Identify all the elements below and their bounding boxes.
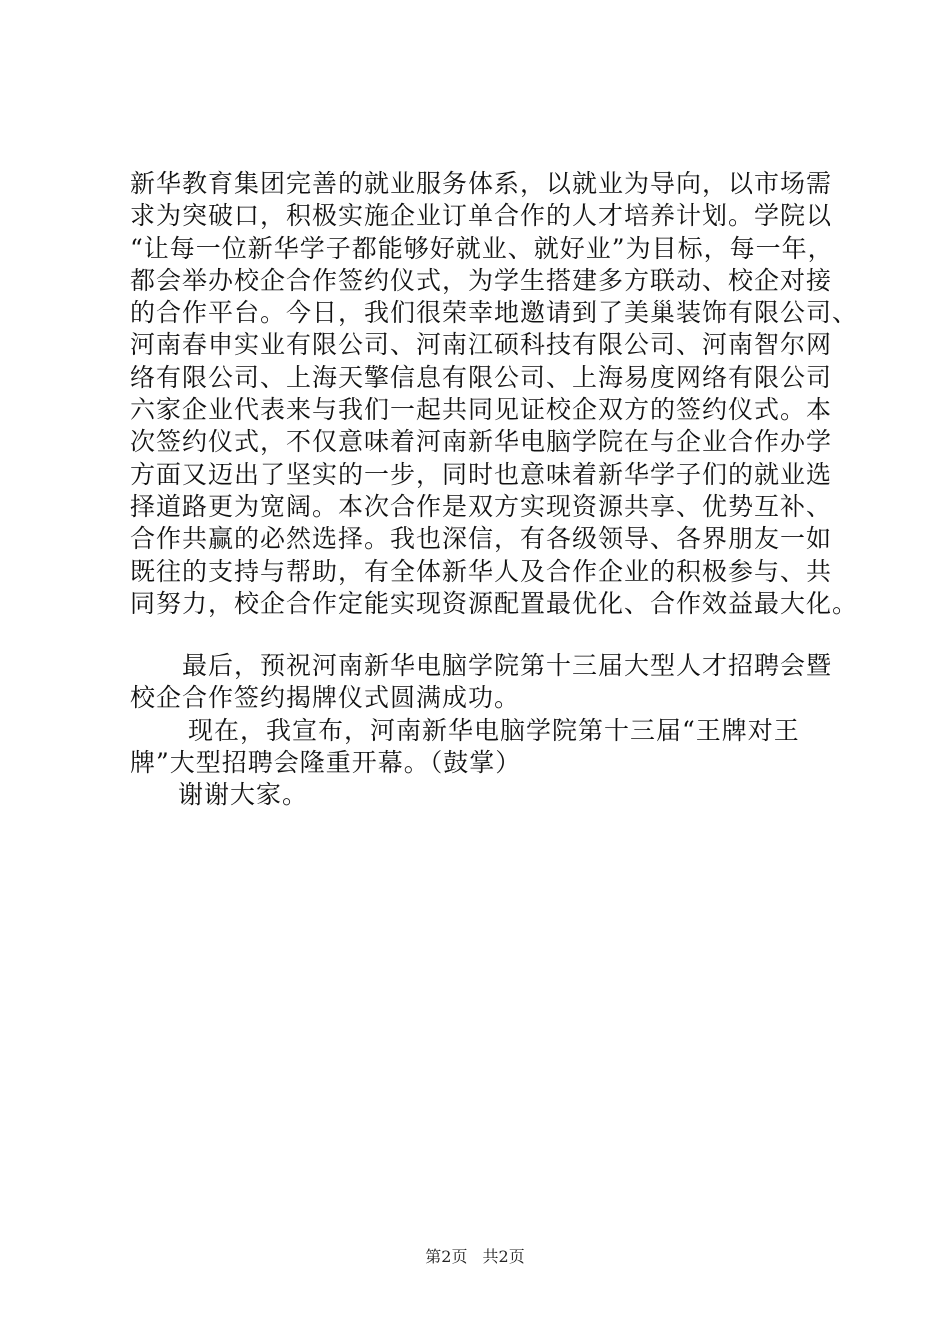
text-line: 最后，预祝河南新华电脑学院第十三届大型人才招聘会暨 — [182, 651, 833, 681]
text-line: 河南春申实业有限公司、河南江硕科技有限公司、河南智尔网 — [130, 330, 833, 360]
text-line: 现在，我宣布，河南新华电脑学院第十三届“王牌对王 — [188, 715, 800, 745]
page-number: 第2页 — [425, 1247, 468, 1266]
text-line: “让每一位新华学子都能够好就业、就好业”为目标，每一年， — [130, 233, 834, 263]
page-total: 共2页 — [482, 1247, 525, 1266]
closing-line: 谢谢大家。 — [178, 780, 309, 810]
text-line: 择道路更为宽阔。本次合作是双方实现资源共享、优势互补、 — [130, 491, 833, 521]
text-line: 次签约仪式，不仅意味着河南新华电脑学院在与企业合作办学 — [130, 427, 833, 457]
paragraph-1 — [130, 168, 859, 620]
text-line: 合作共赢的必然选择。我也深信，有各级领导、各界朋友一如 — [130, 524, 833, 554]
text-line: 既往的支持与帮助，有全体新华人及合作企业的积极参与、共 — [130, 556, 833, 586]
text-line: 校企合作签约揭牌仪式圆满成功。 — [130, 683, 521, 713]
text-line: 都会举办校企合作签约仪式，为学生搭建多方联动、校企对接 — [130, 265, 833, 295]
text-line: 络有限公司、上海天擎信息有限公司、上海易度网络有限公司 — [130, 362, 833, 392]
text-line: 求为突破口，积极实施企业订单合作的人才培养计划。学院以 — [130, 201, 833, 231]
text-line: 新华教育集团完善的就业服务体系，以就业为导向，以市场需 — [130, 169, 833, 198]
document-body — [130, 168, 859, 812]
paragraph-spacer — [130, 620, 850, 650]
text-line: 六家企业代表来与我们一起共同见证校企双方的签约仪式。本 — [130, 395, 833, 425]
paragraph-3 — [130, 715, 850, 780]
text-line: 的合作平台。今日，我们很荣幸地邀请到了美巢装饰有限公司、 — [130, 298, 859, 328]
text-line: 牌”大型招聘会隆重开幕。（鼓掌） — [130, 748, 522, 778]
paragraph-2 — [130, 650, 850, 715]
text-line: 方面又迈出了坚实的一步，同时也意味着新华学子们的就业选 — [130, 459, 833, 489]
text-line: 同努力，校企合作定能实现资源配置最优化、合作效益最大化。 — [130, 588, 859, 618]
page-footer — [0, 1244, 950, 1267]
